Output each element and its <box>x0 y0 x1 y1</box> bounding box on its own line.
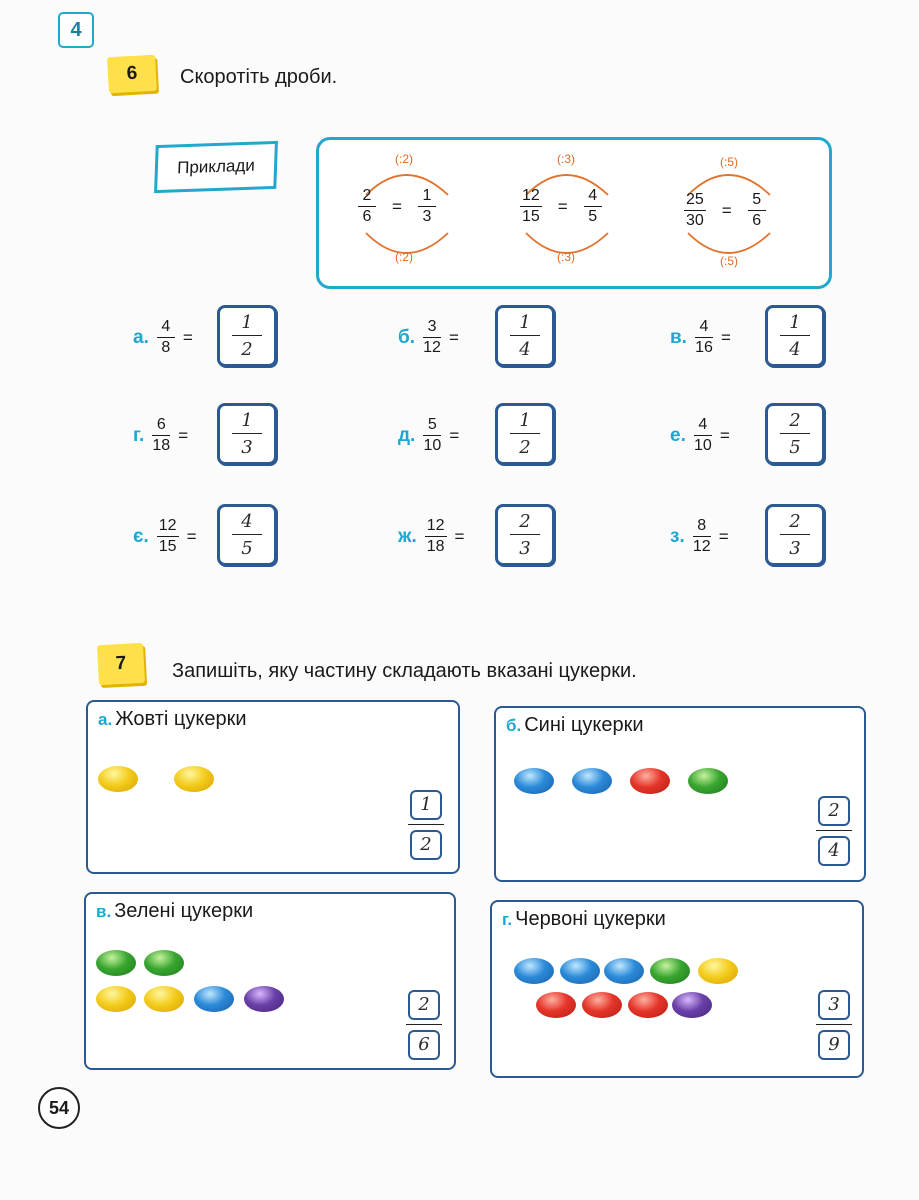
examples-label <box>154 141 278 193</box>
candy-box-title <box>506 714 644 737</box>
examples-label-text: Приклади <box>176 155 256 178</box>
arc-bottom-3 <box>688 233 770 253</box>
exercise-label: в. <box>670 326 687 348</box>
red-candy <box>582 992 622 1018</box>
fraction-numerator: 6 <box>152 415 170 436</box>
green-candy <box>688 768 728 794</box>
equals-sign: = <box>186 526 197 546</box>
fraction-numerator: 2 <box>358 186 376 207</box>
equals-sign: = <box>392 196 402 216</box>
answer-denominator-box[interactable] <box>408 1030 440 1060</box>
candy-box-label: б. <box>506 716 522 735</box>
exercise-label: е. <box>670 424 686 446</box>
purple-candy <box>672 992 712 1018</box>
candy-box-label: в. <box>96 902 112 921</box>
answer-denominator: 5 <box>789 436 801 458</box>
equals-sign: = <box>718 526 729 546</box>
green-candy <box>96 950 136 976</box>
fraction-denominator: 6 <box>752 212 762 229</box>
answer-numerator-box[interactable] <box>818 796 850 826</box>
exercise-label: а. <box>133 326 149 348</box>
yellow-candy <box>144 986 184 1012</box>
exercise-fraction <box>152 415 170 456</box>
exercise-item <box>670 317 731 358</box>
fraction-bar <box>780 335 810 336</box>
answer-denominator: 5 <box>241 537 253 559</box>
exercise-item <box>398 415 459 456</box>
candy-box <box>86 700 460 874</box>
exercise-label: ж. <box>398 525 417 547</box>
fraction-bar <box>780 433 810 434</box>
yellow-candy <box>98 766 138 792</box>
exercise-fraction <box>157 317 175 358</box>
answer-numerator: 2 <box>828 800 840 821</box>
answer-denominator-box[interactable] <box>818 836 850 866</box>
candy-box-title-text: Червоні цукерки <box>515 908 666 930</box>
fraction-numerator: 4 <box>584 186 602 207</box>
fraction-numerator: 5 <box>423 415 441 436</box>
fraction-denominator: 15 <box>158 538 177 555</box>
exercise-fraction <box>694 415 712 456</box>
exercise-fraction <box>693 516 711 557</box>
task6-number: 6 <box>107 55 157 93</box>
exercise-fraction <box>695 317 713 358</box>
fraction-numerator: 3 <box>423 317 441 338</box>
fraction-numerator: 4 <box>694 415 712 436</box>
fraction-denominator: 8 <box>161 339 171 356</box>
answer-denominator: 3 <box>241 436 253 458</box>
green-candy <box>650 958 690 984</box>
exercise-label: є. <box>133 525 149 547</box>
answer-numerator: 1 <box>420 794 432 815</box>
answer-denominator: 2 <box>420 834 432 855</box>
exercise-item <box>670 415 730 456</box>
candy-box <box>490 900 864 1078</box>
equals-sign: = <box>454 526 465 546</box>
exercise-item <box>398 317 459 358</box>
candy-box-title-text: Жовті цукерки <box>115 708 247 730</box>
example-1 <box>358 186 436 227</box>
fraction-bar <box>780 534 810 535</box>
candy-box-title-text: Сині цукерки <box>524 714 644 736</box>
exercise-label: з. <box>670 525 685 547</box>
exercise-label: д. <box>398 424 416 446</box>
blue-candy <box>194 986 234 1012</box>
fraction-bar <box>510 534 540 535</box>
example-1-divisor-top: (:2) <box>395 152 413 166</box>
fraction-denominator: 6 <box>362 208 372 225</box>
chapter-number: 4 <box>58 12 94 48</box>
blue-candy <box>514 768 554 794</box>
equals-sign: = <box>719 425 730 445</box>
green-candy <box>144 950 184 976</box>
example-2-divisor-bottom: (:3) <box>557 250 575 264</box>
exercise-item <box>133 516 197 557</box>
task6-title: Скоротіть дроби. <box>180 66 338 88</box>
fraction-bar <box>408 824 444 825</box>
blue-candy <box>514 958 554 984</box>
answer-denominator: 3 <box>789 537 801 559</box>
candy-box <box>84 892 456 1070</box>
example-3 <box>684 190 766 231</box>
answer-numerator-box[interactable] <box>818 990 850 1020</box>
answer-box[interactable] <box>217 504 277 566</box>
red-candy <box>630 768 670 794</box>
fraction-bar <box>510 335 540 336</box>
answer-box[interactable] <box>495 504 555 566</box>
task7-number: 7 <box>97 643 145 685</box>
fraction-denominator: 15 <box>522 208 540 225</box>
fraction-numerator: 4 <box>695 317 713 338</box>
yellow-candy <box>174 766 214 792</box>
exercise-label: б. <box>398 326 416 348</box>
fraction-denominator: 3 <box>422 208 432 225</box>
fraction-denominator: 5 <box>588 208 598 225</box>
answer-denominator-box[interactable] <box>818 1030 850 1060</box>
example-3-fraction-right <box>748 190 766 231</box>
purple-candy <box>244 986 284 1012</box>
exercise-fraction <box>423 415 441 456</box>
answer-box[interactable] <box>765 305 825 367</box>
equals-sign: = <box>182 327 193 347</box>
yellow-candy <box>698 958 738 984</box>
exercise-item <box>133 415 188 456</box>
answer-denominator: 2 <box>241 338 253 360</box>
fraction-numerator: 25 <box>684 190 706 211</box>
answer-box[interactable] <box>765 403 825 465</box>
page-number: 54 <box>38 1087 80 1129</box>
blue-candy <box>560 958 600 984</box>
example-3-divisor-bottom: (:5) <box>720 254 738 268</box>
equals-sign: = <box>720 327 731 347</box>
fraction-numerator: 12 <box>157 516 179 537</box>
answer-numerator: 1 <box>241 311 253 333</box>
answer-numerator-box[interactable] <box>408 990 440 1020</box>
fraction-numerator: 8 <box>693 516 711 537</box>
example-1-divisor-bottom: (:2) <box>395 250 413 264</box>
red-candy <box>628 992 668 1018</box>
answer-box[interactable] <box>217 305 277 367</box>
red-candy <box>536 992 576 1018</box>
answer-box[interactable] <box>495 305 555 367</box>
answer-denominator: 9 <box>828 1034 840 1055</box>
blue-candy <box>604 958 644 984</box>
answer-numerator: 1 <box>519 311 531 333</box>
example-2-divisor-top: (:3) <box>557 152 575 166</box>
answer-numerator-box[interactable] <box>410 790 442 820</box>
exercise-fraction <box>157 516 179 557</box>
exercise-item <box>133 317 193 358</box>
fraction-bar <box>232 335 262 336</box>
answer-numerator: 4 <box>241 510 253 532</box>
example-3-fraction-left <box>684 190 706 231</box>
answer-numerator: 2 <box>519 510 531 532</box>
candy-box-title <box>502 908 666 931</box>
example-2-fraction-left <box>520 186 542 227</box>
exercise-item <box>670 516 729 557</box>
exercise-fraction <box>423 317 441 358</box>
answer-denominator: 4 <box>789 338 801 360</box>
example-1-fraction-right <box>418 186 436 227</box>
fraction-denominator: 10 <box>693 437 712 454</box>
exercise-fraction <box>425 516 447 557</box>
answer-numerator: 1 <box>789 311 801 333</box>
example-1-fraction-left <box>358 186 376 227</box>
answer-denominator: 6 <box>418 1034 430 1055</box>
answer-denominator: 3 <box>519 537 531 559</box>
fraction-numerator: 12 <box>425 516 447 537</box>
task7-title: Запишіть, яку частину складають вказані цукерки. <box>172 660 637 682</box>
blue-candy <box>572 768 612 794</box>
equals-sign: = <box>721 200 732 220</box>
candy-box-label: г. <box>502 910 513 929</box>
answer-numerator: 1 <box>519 409 531 431</box>
answer-numerator: 1 <box>241 409 253 431</box>
exercise-label: г. <box>133 424 145 446</box>
fraction-bar <box>510 433 540 434</box>
fraction-bar <box>232 433 262 434</box>
fraction-bar <box>816 1024 852 1025</box>
example-2 <box>520 186 602 227</box>
fraction-denominator: 10 <box>423 437 442 454</box>
answer-denominator-box[interactable] <box>410 830 442 860</box>
fraction-denominator: 12 <box>423 339 441 356</box>
fraction-denominator: 18 <box>152 437 171 454</box>
candy-box <box>494 706 866 882</box>
answer-box[interactable] <box>495 403 555 465</box>
candy-box-title <box>96 900 253 923</box>
candy-box-label: а. <box>98 710 113 729</box>
equals-sign: = <box>178 425 189 445</box>
candy-box-title <box>98 708 247 731</box>
fraction-bar <box>406 1024 442 1025</box>
yellow-candy <box>96 986 136 1012</box>
fraction-denominator: 18 <box>426 538 445 555</box>
candy-box-title-text: Зелені цукерки <box>114 900 254 922</box>
answer-denominator: 2 <box>519 436 531 458</box>
fraction-denominator: 16 <box>695 339 713 356</box>
answer-numerator: 2 <box>789 510 801 532</box>
equals-sign: = <box>449 425 460 445</box>
fraction-denominator: 30 <box>686 212 704 229</box>
equals-sign: = <box>557 196 568 216</box>
example-2-fraction-right <box>584 186 602 227</box>
example-3-divisor-top: (:5) <box>720 155 738 169</box>
fraction-bar <box>232 534 262 535</box>
answer-numerator: 2 <box>418 994 430 1015</box>
exercise-item <box>398 516 464 557</box>
fraction-numerator: 4 <box>157 317 175 338</box>
answer-box[interactable] <box>765 504 825 566</box>
answer-denominator: 4 <box>519 338 531 360</box>
answer-numerator: 2 <box>789 409 801 431</box>
fraction-bar <box>816 830 852 831</box>
answer-box[interactable] <box>217 403 277 465</box>
fraction-numerator: 5 <box>748 190 766 211</box>
fraction-denominator: 12 <box>692 538 711 555</box>
answer-numerator: 3 <box>828 994 840 1015</box>
answer-denominator: 4 <box>828 840 840 861</box>
equals-sign: = <box>449 327 459 347</box>
fraction-numerator: 1 <box>418 186 436 207</box>
fraction-numerator: 12 <box>520 186 542 207</box>
